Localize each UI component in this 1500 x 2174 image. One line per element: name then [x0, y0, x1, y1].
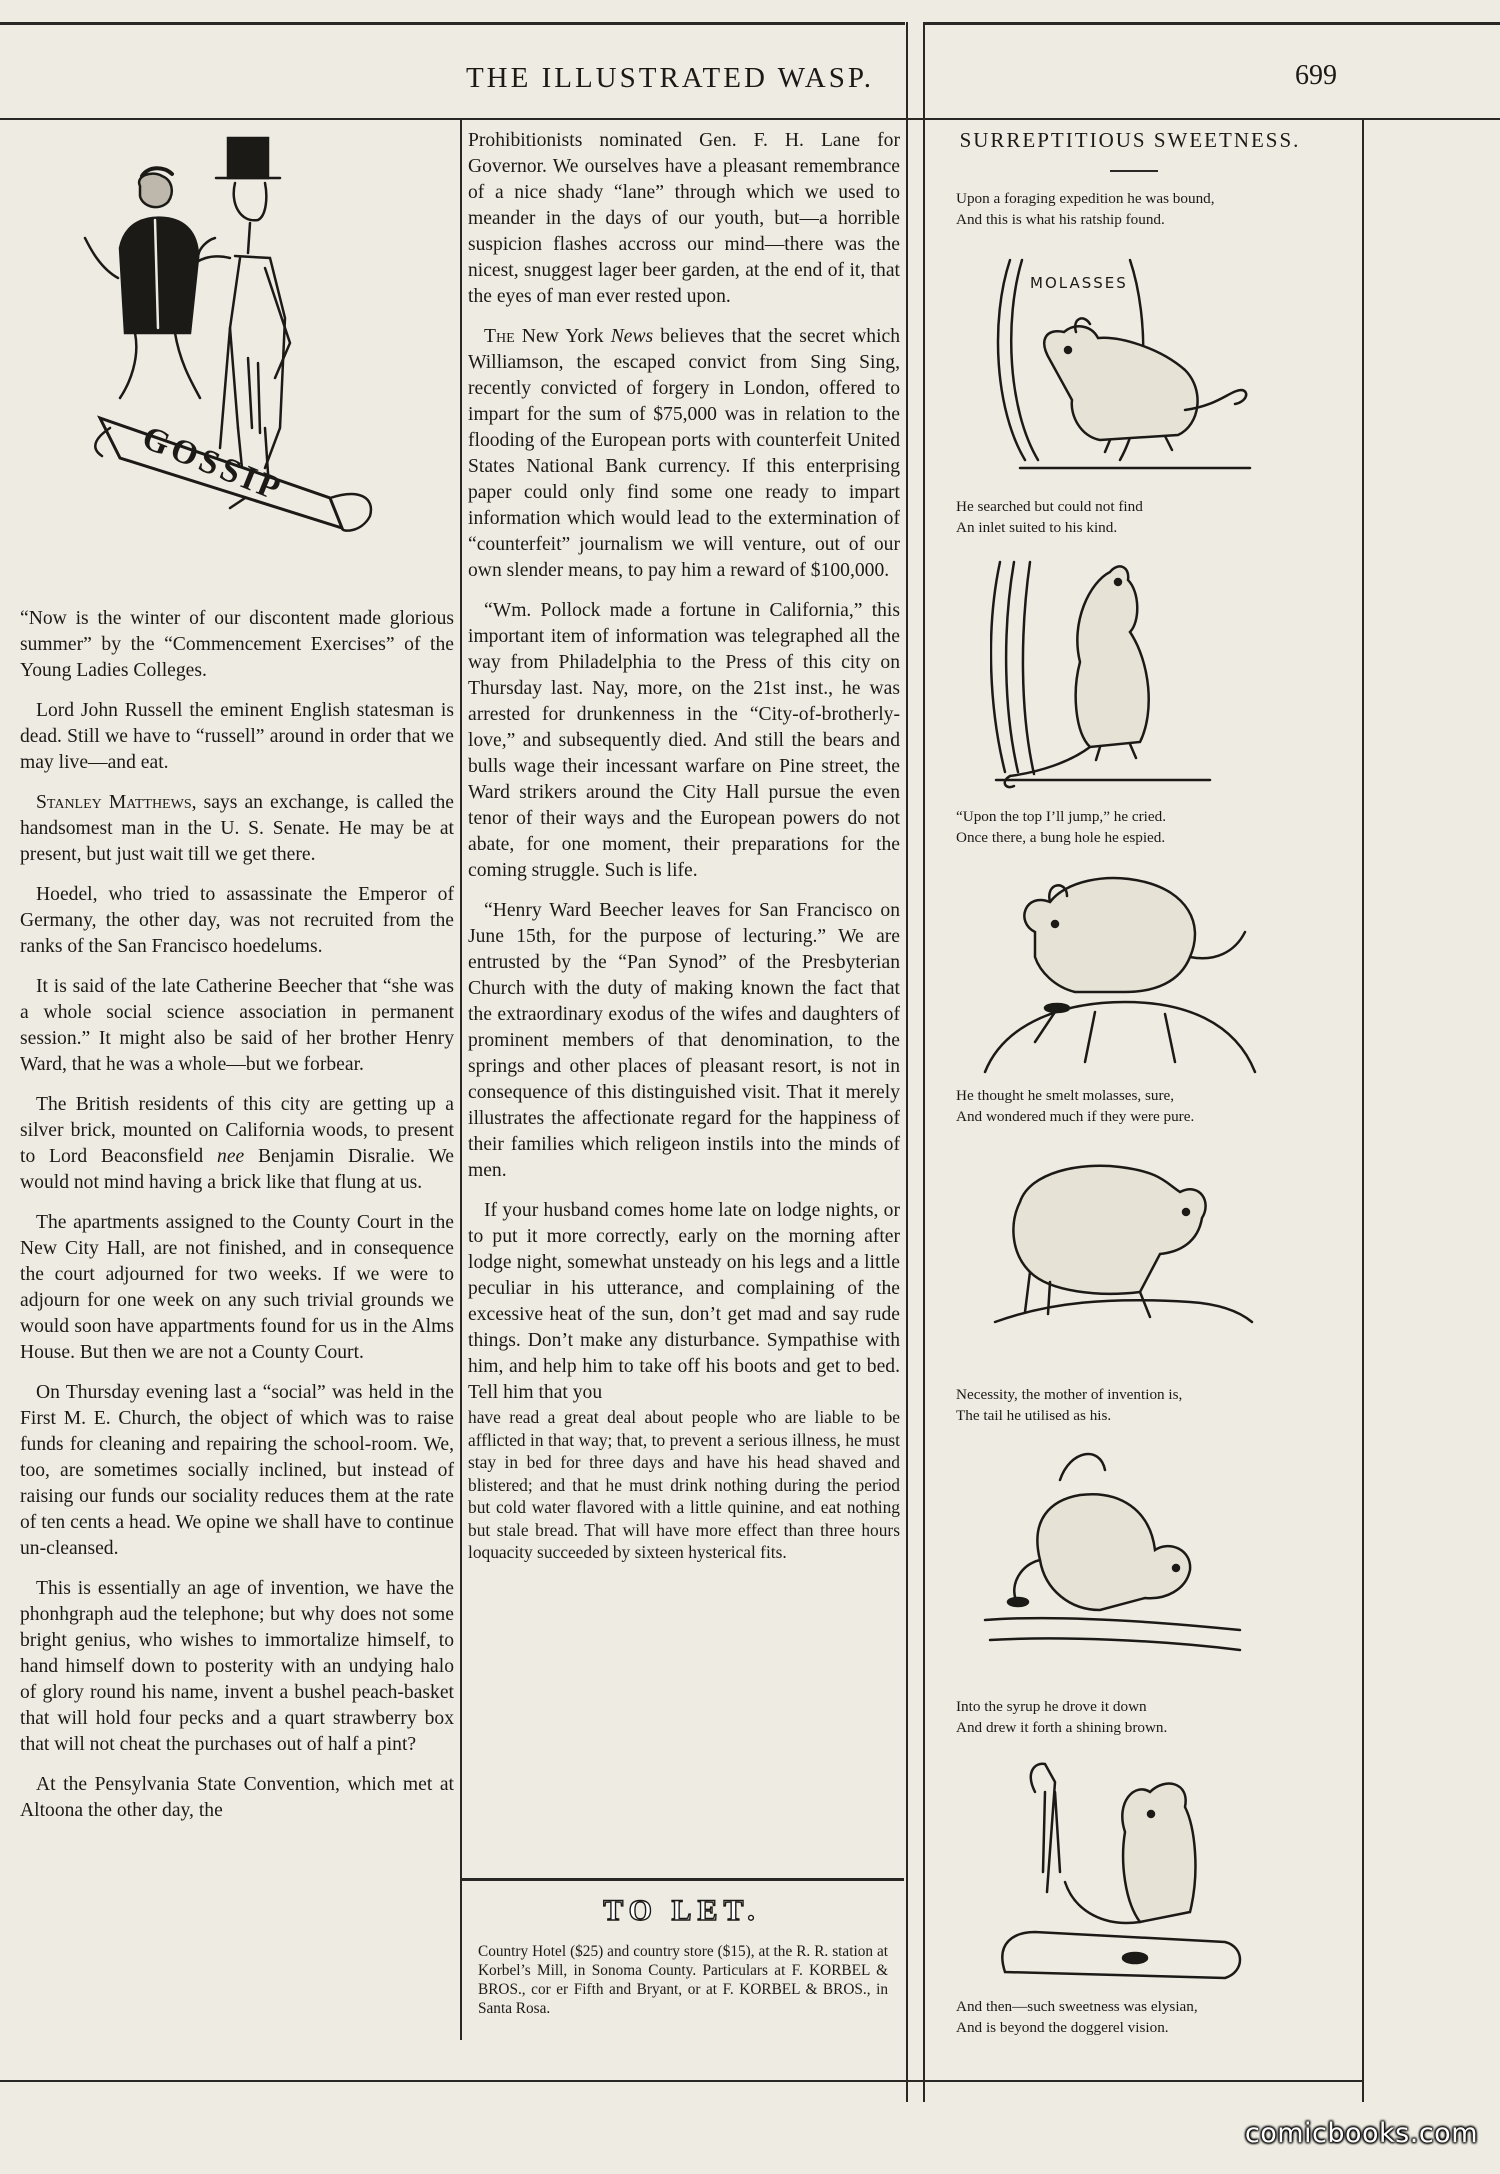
- verse-line: Upon a foraging expedition he was bound,: [956, 190, 1215, 207]
- verse-5: [956, 1384, 1326, 1426]
- paragraph-text: The British residents of this city are getting up a silver brick, mounted on California woods, to present to Lord Beaconsfield: [20, 1094, 454, 1167]
- verse-6: [956, 1696, 1326, 1738]
- ad-rule-top: [462, 1878, 904, 1881]
- paragraph: Lord John Russell the eminent English statesman is dead. Still we have to “russell” around in order that we may live—and eat.: [20, 700, 454, 773]
- verse-line: And wondered much if they were pure.: [956, 1108, 1195, 1125]
- name-lead: Stanley Matthews,: [36, 792, 197, 813]
- rat-panel-5: [980, 1440, 1250, 1670]
- to-let-heading: TO LET.: [603, 1894, 761, 1927]
- paragraph-text: believes that the secret which Williamson, the escaped convict from Sing Sing, recently convicted of forgery in London, offered to impart for the sum of $75,000 was in relation to the flooding of the European ports with counterfeit United States National Bank currency. If this enterprising paper could only find some one ready to impart information which would lead to the extermination of “counterfeit” journalism we will venture, out of our own slender means, to pay him a reward of $100,000.: [468, 326, 901, 581]
- verse-line: And this is what his ratship found.: [956, 211, 1165, 228]
- column-1: [20, 606, 454, 1838]
- gossip-banner-text: GOSSIP: [137, 419, 289, 510]
- verse-line: And then—such sweetness was elysian,: [956, 1998, 1198, 2015]
- column-rule-1: [460, 118, 462, 2040]
- paragraph: “Now is the winter of our discontent made glorious summer” by the “Commencement Exercises” of the Young Ladies Colleges.: [20, 608, 454, 681]
- paragraph: At the Pensylvania State Convention, which met at Altoona the other day, the: [20, 1774, 454, 1821]
- paragraph: This is essentially an age of invention, we have the phonhgraph aud the telephone; but why does not some bright genius, who wishes to immortalize himself, to hand himself down to posterity with an undying halo of glory round his name, invent a bushel peach-basket that will hold four pecks and a quart strawberry box that will not cheat the purchases out of half a pint?: [20, 1578, 454, 1755]
- paragraph: On Thursday evening last a “social” was held in the First M. E. Church, the object of which was to raise funds for cleaning and repairing the school-room. We, too, are sometimes socially inclined, but instead of raising our funds our sociality reduces them at the rate of ten cents a head. We opine we shall have to continue un-cleansed.: [20, 1382, 454, 1559]
- verse-line: The tail he utilised as his.: [956, 1407, 1112, 1424]
- to-let-body: Country Hotel ($25) and country store ($15), at the R. R. station at Korbel’s Mill, in Sonoma County. Particulars at F. KORBEL & BROS., cor er Fifth and Bryant, or at F. KORBEL & BROS., in Santa Rosa.: [478, 1943, 888, 2017]
- column-rule-2: [906, 22, 908, 2102]
- molasses-barrel-label: MOLASSES: [1030, 274, 1128, 292]
- header-rule: [0, 118, 1500, 120]
- paragraph: [20, 790, 454, 868]
- paragraph: It is said of the late Catherine Beecher that “she was a whole social science association in permanent session.” It might also be said of her brother Henry Ward, that he was a whole—but we forbear.: [20, 976, 454, 1075]
- verse-line: He searched but could not find: [956, 498, 1143, 515]
- verse-line: Once there, a bung hole he espied.: [956, 829, 1166, 846]
- paragraph: “Wm. Pollock made a fortune in California,” this important item of information was telegraphed all the way from Philadelphia to the Press of this city on Thursday last. Nay, more, on the 21st inst., he was arrested for drunkenness in the “City-of-brotherly-love,” and subsequently died. And still the bears and bulls wage their incessant warfare on Pine street, the Ward strikers around the City Hall pursue the even tenor of their ways and the European powers do not abate, for one moment, their preparations for the coming struggle. Such is life.: [468, 600, 900, 881]
- column-rule-3: [923, 22, 925, 2102]
- verse-line: An inlet suited to his kind.: [956, 519, 1118, 536]
- verse-3: [956, 806, 1326, 848]
- bottom-rule: [0, 2080, 1364, 2082]
- masthead-title: THE ILLUSTRATED WASP.: [465, 62, 875, 94]
- verse-1: [956, 188, 1326, 230]
- paragraph: [468, 324, 900, 584]
- verse-4: [956, 1085, 1326, 1127]
- right-border: [1362, 118, 1364, 2102]
- verse-line: Necessity, the mother of invention is,: [956, 1386, 1183, 1403]
- rat-panel-1: [980, 240, 1280, 480]
- verse-line: “Upon the top I’ll jump,” he cried.: [956, 808, 1167, 825]
- verse-2: [956, 496, 1326, 538]
- paragraph-lead: The: [484, 326, 515, 347]
- rat-panel-6: [975, 1752, 1265, 1992]
- paragraph: The apartments assigned to the County Court in the New City Hall, are not finished, and in consequence the court adjourned for two weeks. If we were to adjourn for one week on any such trivial grounds we would soon have appartments found for us in the Alms House. But then we are not a County Court.: [20, 1212, 454, 1363]
- title-rule: [1110, 170, 1158, 172]
- verse-line: Into the syrup he drove it down: [956, 1698, 1147, 1715]
- paragraph: Hoedel, who tried to assassinate the Emperor of Germany, the other day, was not recruited from the ranks of the San Francisco hoedelums.: [20, 884, 454, 957]
- verse-line: And drew it forth a shining brown.: [956, 1719, 1168, 1736]
- paragraph: [20, 1092, 454, 1196]
- newspaper-name: News: [610, 326, 654, 347]
- rat-panel-3: [975, 862, 1265, 1082]
- paragraph: “Henry Ward Beecher leaves for San Francisco on June 15th, for the purpose of lecturing.” We are entrusted by the “Pan Synod” of the Presbyterian Church with the duty of making known the fact that the extraordinary exodus of the wifes and daughters of prominent members of that denomination, to the springs and other places of pleasant resort, is not in consequence of this distinguished visit. That it merely illustrates the affectionate regard for the happiness of their families which religeon instils into the minds of men.: [468, 900, 900, 1181]
- paragraph-text: If your husband comes home late on lodge nights, or to put it more correctly, early on the morning after lodge night, somewhat unsteady on his legs and a little peculiar in his utterance, and complaining of the excessive heat of the sun, don’t get mad and say rude things. Don’t make any disturbance. Sympathise with him, and help him to take off his boots and get to bed. Tell him that you: [468, 1200, 900, 1403]
- paragraph-italic: nee: [217, 1146, 245, 1167]
- rat-panel-2: [990, 552, 1220, 792]
- top-rule-left: [0, 22, 905, 25]
- paragraph: [468, 1198, 900, 1406]
- site-watermark: comicbooks.com: [1244, 2118, 1478, 2149]
- verse-line: And is beyond the doggerel vision.: [956, 2019, 1169, 2036]
- verse-line: He thought he smelt molasses, sure,: [956, 1087, 1175, 1104]
- paragraph-text: Benjamin Disralie. We would not mind having a brick like that flung at us.: [20, 1146, 454, 1193]
- paragraph-text: says an exchange, is called the handsomest man in the U. S. Senate. He may be at present, but just wait till we get there.: [20, 792, 455, 865]
- gossip-cartoon: [80, 128, 380, 598]
- page-number: 699: [1295, 60, 1337, 91]
- rat-panel-4: [990, 1142, 1260, 1352]
- paragraph-text: New York: [514, 326, 611, 347]
- poem-title: SURREPTITIOUS SWEETNESS.: [959, 128, 1301, 152]
- verse-7: [956, 1996, 1326, 2038]
- paragraph-small: have read a great deal about people who are liable to be afflicted in that way; that, to prevent a serious illness, he must stay in bed for three days and have his head shaved and blistered; and that he must drink nothing during the period but cold water flavored with a little quinine, and eat nothing but stale bread. That will have more effect than three hours loquacity succeeded by sixteen hysterical fits.: [468, 1407, 900, 1562]
- top-rule-right: [925, 22, 1500, 25]
- column-2: [468, 128, 900, 1578]
- paragraph: Prohibitionists nominated Gen. F. H. Lane for Governor. We ourselves have a pleasant remembrance of a nice shady “lane” through which we used to meander in the days of our youth, but—a horrible suspicion flashes accross our mind—there was the nicest, snuggest lager beer garden, at the end of it, that the eyes of man ever rested upon.: [468, 130, 900, 307]
